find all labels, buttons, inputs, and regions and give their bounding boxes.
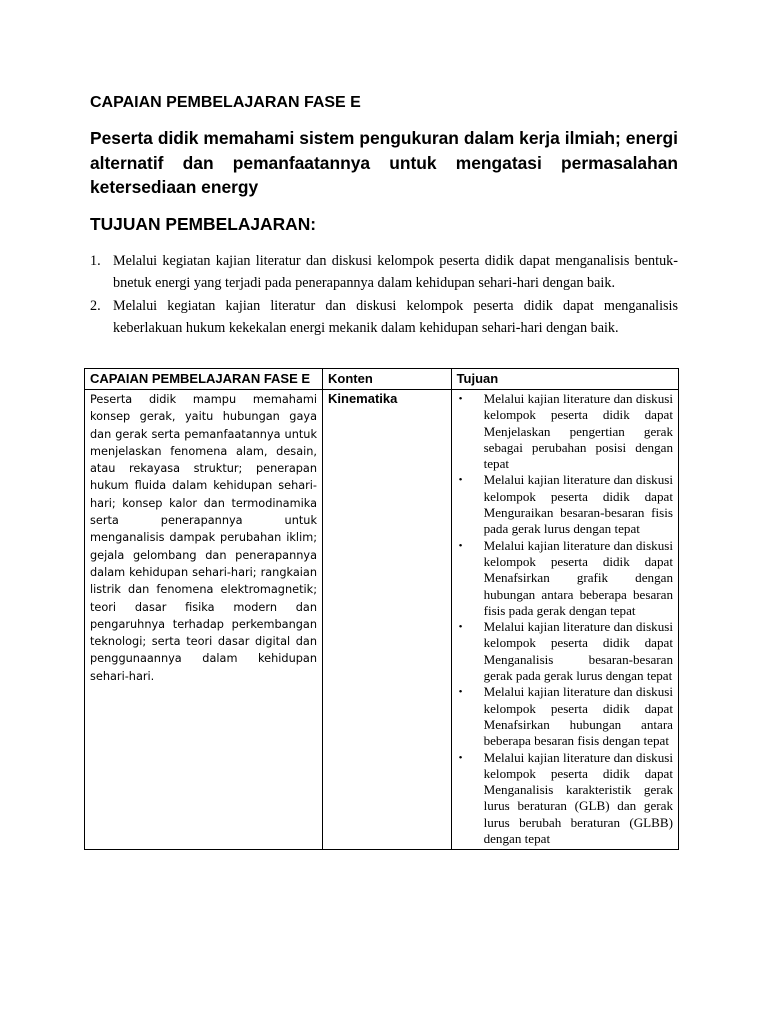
list-item <box>457 684 673 749</box>
header-tujuan: Tujuan <box>451 369 678 390</box>
table-row <box>85 390 679 850</box>
bullet-icon: • <box>458 751 463 764</box>
tujuan-list <box>457 391 673 847</box>
goal-text: Melalui kegiatan kajian literatur dan diskusi kelompok peserta didik dapat menganalisis keberlakuan hukum kekekalan energi mekanik dalam kehidupan sehari-hari dengan baik. <box>113 297 678 336</box>
tujuan-text: Melalui kajian literature dan diskusi kelompok peserta didik dapat Menafsirkan hubungan antara beberapa besaran fisis dengan tepat <box>483 684 673 749</box>
list-item <box>457 391 673 472</box>
list-item <box>457 472 673 537</box>
bullet-icon: • <box>458 539 463 552</box>
list-item <box>457 750 673 848</box>
goals-list <box>90 250 678 340</box>
goal-number: 2. <box>90 297 101 314</box>
header-capaian: CAPAIAN PEMBELAJARAN FASE E <box>85 369 323 390</box>
header-konten: Konten <box>323 369 452 390</box>
bullet-icon: • <box>458 393 463 405</box>
cp-text: Peserta didik mampu memahami konsep gerak, yaitu hubungan gaya dan gerak serta pemanfaatannya untuk menjelaskan fenomena alam, desain, atau rekayasa struktur; penerapan hukum fluida dalam kehidupan sehari-hari; konsep kalor dan termodinamika serta penerapannya untuk menganalisis dampak perubahan iklim; gejala gelombang dan penerapannya dalam kehidupan sehari-hari; rangkaian listrik dan fenomena elektromagnetik; teori dasar fisika modern dan pengaruhnya terhadap perkembangan teknologi; serta teori dasar digital dan penggunaannya dalam kehidupan sehari-hari. <box>90 393 318 683</box>
goal-item <box>90 250 678 295</box>
page-title: CAPAIAN PEMBELAJARAN FASE E <box>90 94 361 111</box>
table-header-row <box>85 369 679 390</box>
cp-cell <box>85 390 323 850</box>
tujuan-text: Melalui kajian literature dan diskusi kelompok peserta didik dapat Menguraikan besaran-besaran fisis pada gerak lurus dengan tepat <box>483 472 673 537</box>
konten-cell <box>323 390 452 850</box>
tujuan-text: Melalui kajian literature dan diskusi kelompok peserta didik dapat Menganalisis besaran-besaran gerak pada gerak lurus dengan tepat <box>483 619 673 684</box>
tujuan-text: Melalui kajian literature dan diskusi kelompok peserta didik dapat Menjelaskan pengertian gerak sebagai perubahan posisi dengan tepat <box>483 391 673 472</box>
goals-heading: TUJUAN PEMBELAJARAN: <box>90 213 317 234</box>
document-page <box>90 92 678 340</box>
goal-text: Melalui kegiatan kajian literatur dan diskusi kelompok peserta didik dapat menganalisis bentuk-bnetuk energi yang terjadi pada penerapannya dalam kehidupan sehari-hari dengan baik. <box>113 252 678 291</box>
konten-text: Kinematika <box>328 391 398 406</box>
learning-outcomes-table <box>84 368 679 850</box>
tujuan-text: Melalui kajian literature dan diskusi kelompok peserta didik dapat Menafsirkan grafik dengan hubungan antara beberapa besaran fisis pada gerak dengan tepat <box>483 537 673 618</box>
tujuan-text: Melalui kajian literature dan diskusi kelompok peserta didik dapat Menganalisis karakteristik gerak lurus beraturan (GLB) dan gerak lurus berubah beraturan (GLBB) dengan tepat <box>483 749 673 847</box>
bullet-icon: • <box>458 686 463 699</box>
goal-number: 1. <box>90 252 101 269</box>
bullet-icon: • <box>458 474 463 487</box>
tujuan-cell <box>451 390 678 850</box>
goal-item <box>90 295 678 340</box>
list-item <box>457 538 673 619</box>
lead-paragraph: Peserta didik memahami sistem pengukuran dalam kerja ilmiah; energi alternatif dan pemanfaatannya untuk mengatasi permasalahan ketersediaan energy <box>90 128 678 197</box>
bullet-icon: • <box>458 621 463 634</box>
list-item <box>457 619 673 684</box>
